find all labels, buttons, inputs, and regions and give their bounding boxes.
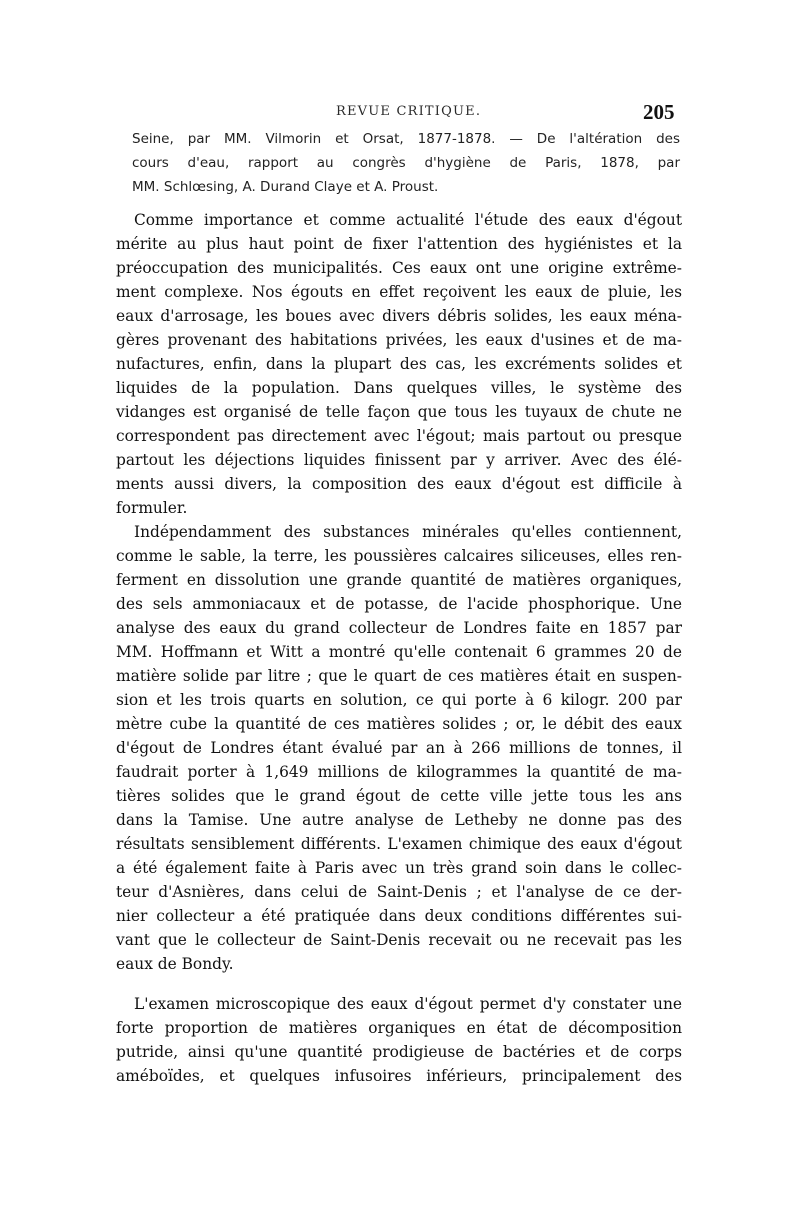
text-line: forte proportion de matières organiques en état de décomposition [116,1019,682,1037]
text-line: nufactures, enfin, dans la plupart des cas, les excréments solides et [116,355,682,373]
text-line: Indépendamment des substances minérales qu'elles contiennent, [134,523,682,541]
text-line: nier collecteur a été pratiquée dans deux conditions différentes sui- [116,907,682,925]
text-line: dans la Tamise. Une autre analyse de Letheby ne donne pas des [116,811,682,829]
reference-line: cours d'eau, rapport au congrès d'hygiène de Paris, 1878, par [132,155,680,171]
text-line: comme le sable, la terre, les poussières calcaires siliceuses, elles ren- [116,547,682,565]
text-line: gères provenant des habitations privées, les eaux d'usines et de ma- [116,331,682,349]
text-line: sion et les trois quarts en solution, ce qui porte à 6 kilogr. 200 par [116,691,682,709]
text-line: L'examen microscopique des eaux d'égout permet d'y constater une [134,995,682,1013]
text-line: ferment en dissolution une grande quantité de matières organiques, [116,571,682,589]
paragraph-microscopic-examination [116,992,682,1088]
text-line: des sels ammoniacaux et de potasse, de l'acide phosphorique. Une [116,595,682,613]
text-line: eaux d'arrosage, les boues avec divers débris solides, les eaux ména- [116,307,682,325]
text-line: liquides de la population. Dans quelques villes, le système des [116,379,682,397]
running-title: REVUE CRITIQUE. [336,104,482,119]
text-line: tières solides que le grand égout de cette ville jette tous les ans [116,787,682,805]
text-line: eaux de Bondy. [116,955,234,973]
text-line: correspondent pas directement avec l'égout; mais partout ou presque [116,427,682,445]
text-line: préoccupation des municipalités. Ces eaux ont une origine extrême- [116,259,682,277]
text-line: vidanges est organisé de telle façon que tous les tuyaux de chute ne [116,403,682,421]
text-line: amébоïdes, et quelques infusoires inférieurs, principalement des [116,1067,682,1085]
text-line: vant que le collecteur de Saint-Denis recevait ou ne recevait pas les [116,931,682,949]
text-line: ment complexe. Nos égouts en effet reçoivent les eaux de pluie, les [116,283,682,301]
text-line: analyse des eaux du grand collecteur de Londres faite en 1857 par [116,619,682,637]
text-line: résultats sensiblement différents. L'examen chimique des eaux d'égout [116,835,682,853]
running-head [0,100,800,126]
paragraph-gap [116,976,682,992]
reference-line: MM. Schlœsing, A. Durand Claye et A. Proust. [132,179,439,195]
text-line: a été également faite à Paris avec un très grand soin dans le collec- [116,859,682,877]
text-line: MM. Hoffmann et Witt a montré qu'elle contenait 6 grammes 20 de [116,643,682,661]
paragraph-sewage-composition [116,520,682,976]
text-line: formuler. [116,499,188,517]
text-line: mérite au plus haut point de fixer l'attention des hygiénistes et la [116,235,682,253]
text-line: d'égout de Londres étant évalué par an à 266 millions de tonnes, il [116,739,682,757]
text-line: putride, ainsi qu'une quantité prodigieuse de bactéries et de corps [116,1043,682,1061]
body-text [116,208,682,1088]
text-line: ments aussi divers, la composition des eaux d'égout est difficile à [116,475,682,493]
page-number: 205 [643,100,675,124]
text-line: Comme importance et comme actualité l'étude des eaux d'égout [134,211,682,229]
text-line: partout les déjections liquides finissent par y arriver. Avec des élé- [116,451,682,469]
text-line: teur d'Asnières, dans celui de Saint-Denis ; et l'analyse de ce der- [116,883,682,901]
paragraph-sewage-importance [116,208,682,520]
bibliographic-references [132,127,680,199]
text-line: faudrait porter à 1,649 millions de kilogrammes la quantité de ma- [116,763,682,781]
reference-line: Seine, par MM. Vilmorin et Orsat, 1877-1878. — De l'altération des [132,131,680,147]
text-line: matière solide par litre ; que le quart de ces matières était en suspen- [116,667,682,685]
text-line: mètre cube la quantité de ces matières solides ; or, le débit des eaux [116,715,682,733]
